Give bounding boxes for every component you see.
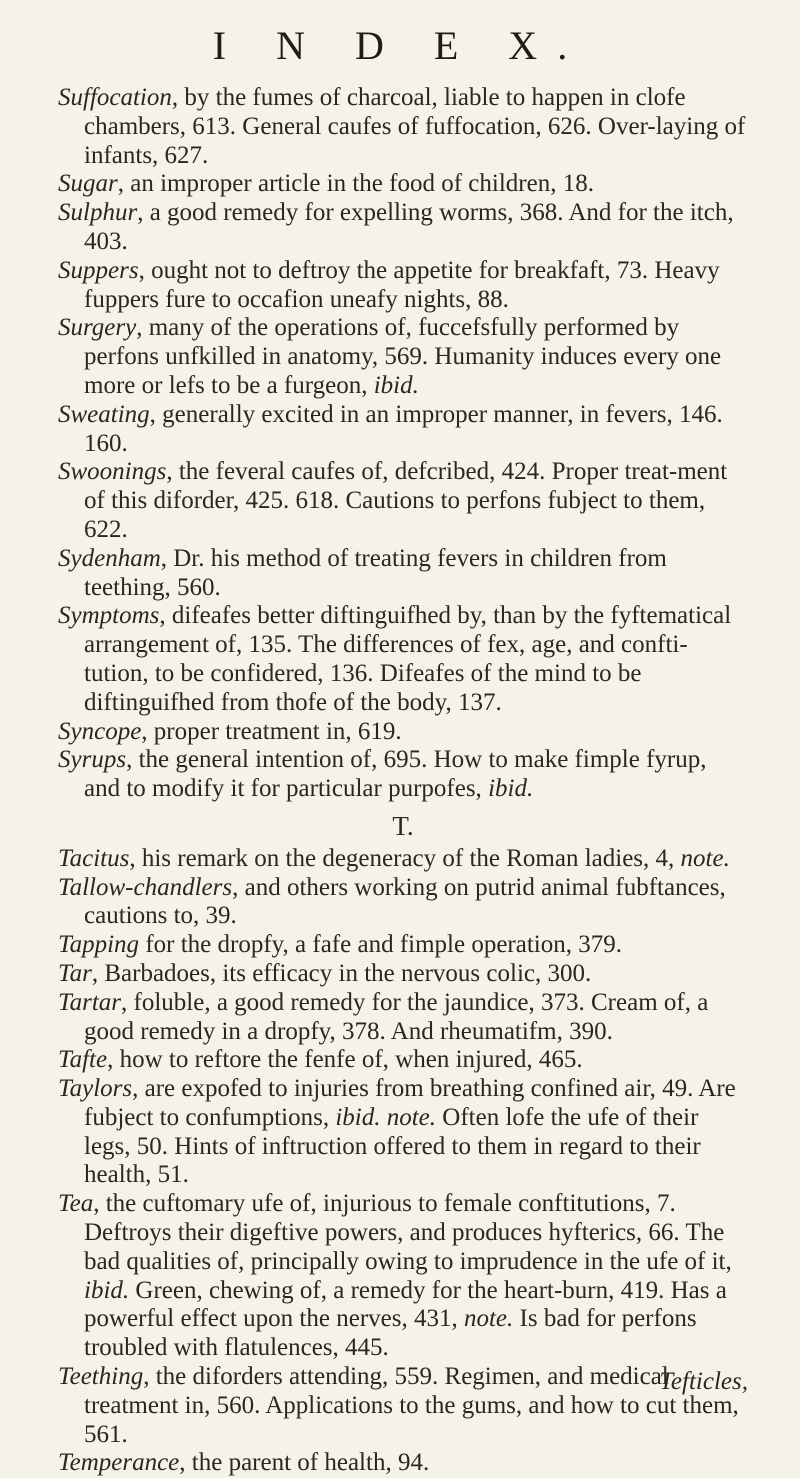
entry-text: , his remark on the degeneracy of the Roman ladies, 4, [129,844,681,872]
entry-term: Syncope [58,717,142,745]
entry-term: Temperance [58,1449,180,1477]
index-entry [58,1075,748,1190]
section-t-entries [58,845,748,1478]
entry-text: Green, chewing of, a remedy for the heart-burn, 419. Has a powerful effect upon the nerves, 431, [84,1276,727,1333]
entry-term: Swoonings [58,458,167,486]
entry-italic-ref: ibid. [84,1276,130,1304]
entry-text: , ought not to deftroy the appetite for breakfaft, 73. Heavy fuppers fure to occafion uneafy nights, 88. [84,256,720,313]
index-entry [58,458,748,544]
index-entry [58,874,748,932]
entry-text: , a good remedy for expelling worms, 368. And for the itch, 403. [84,199,734,255]
entry-text: for the dropfy, a fafe and fimple operation, 379. [139,931,622,959]
index-entry [58,989,748,1047]
entry-text: , the feveral caufes of, defcribed, 424. Proper treat-ment of this diforder, 425. 618. Cautions to perfons fubject to them, 622. [84,458,728,543]
entry-text: , generally excited in an improper manner, in fevers, 146. 160. [84,400,723,457]
index-entry [58,401,748,459]
entry-term: Suppers [58,256,139,284]
entry-text: Is bad for perfons troubled with flatulences, 445. [84,1305,697,1362]
entry-text: Often lofe the ufe of their legs, 50. Hints of inftruction offered to them in regard to their health, 51. [84,1103,701,1189]
entry-term: Teething [58,1363,144,1391]
entry-term: Tallow-chandlers [58,873,233,901]
entry-italic-ref: ibid. note. [335,1103,437,1131]
entry-text: , Dr. his method of treating fevers in children from teething, 560. [84,544,667,601]
entry-text: , Barbadoes, its efficacy in the nervous colic, 300. [91,959,592,987]
index-entry [58,746,748,804]
entry-term: Sulphur [58,199,138,227]
entry-text: , proper treatment in, 619. [141,717,402,745]
entry-term: Tea [58,1190,94,1218]
index-entry [58,84,748,170]
index-entry [58,718,748,747]
entry-term: Syrups [58,746,127,774]
entry-term: Surgery [58,314,137,342]
entry-text: , the parent of health, 94. [179,1449,430,1477]
entry-text: , foluble, a good remedy for the jaundice, 373. Cream of, a good remedy in a dropfy, 378. And rheumatifm, 390. [84,988,709,1045]
entry-text: , how to reftore the fenfe of, when injured, 465. [107,1046,583,1074]
entry-term: Suffocation [58,84,172,111]
index-entry [58,170,748,199]
index-entry [58,257,748,315]
entry-text: , many of the operations of, fuccefsfully performed by perfons unfkilled in anatomy, 569. Humanity induces every one more or lefs to be a furgeon, [84,314,722,399]
index-entry [58,931,748,960]
section-letter-t: T. [392,810,414,841]
index-entry [58,314,748,400]
entry-term: Taylors [58,1075,133,1103]
entry-text: , the general intention of, 695. How to make fimple fyrup, and to modify it for particular purpofes, [84,746,707,803]
entry-term: Sweating [58,400,150,428]
index-entry [58,960,748,989]
entry-text: , are expofed to injuries from breathing confined air, 49. Are fubject to confumptions, [84,1075,736,1131]
entry-term: Symptoms [58,602,160,630]
entry-text: , an improper article in the food of children, 18. [117,170,594,198]
catchword: Tefticles, [659,1368,748,1395]
index-entry [58,545,748,603]
entry-text: , the diforders attending, 559. Regimen, and medical treatment in, 560. Applications to the gums, and how to cut them, 561. [84,1363,739,1448]
index-entry [58,1190,748,1363]
index-entry [58,1363,748,1449]
entry-italic-ref: note. [680,844,730,872]
index-entry [58,845,748,874]
entry-italic-ref: ibid. [488,775,534,803]
entry-term: Tar [58,959,92,987]
entry-term: Sydenham [58,544,161,572]
entry-text: , difeafes better diftinguifhed by, than by the fyftematical arrangement of, 135. The differences of fex, age, and confti-tution, to be confidered, 136. Difeafes of the mind to be diftinguifhed from thofe of the body, 137. [84,602,732,716]
index-entry [58,199,748,257]
index-body [58,84,748,1478]
entry-italic-ref: ibid. [373,371,419,399]
entry-term: Tartar [58,988,122,1016]
index-entry [58,602,748,717]
entry-text: , and others working on putrid animal fubftances, cautions to, 39. [84,873,726,930]
entry-term: Tafte [58,1046,108,1074]
entry-term: Sugar [58,170,118,198]
index-entry [58,1046,748,1075]
entry-term: Tapping [58,931,140,959]
entry-italic-ref: note. [463,1305,514,1333]
entry-term: Tacitus [58,844,130,872]
page-header: I N D E X. [212,23,588,68]
entry-text: , by the fumes of charcoal, liable to happen in clofe chambers, 613. General caufes of fuffocation, 626. Over-laying of infants, 627. [84,84,746,169]
index-entry [58,1449,748,1478]
entry-text: , the cuftomary ufe of, injurious to female conftitutions, 7. Deftroys their digeftive powers, and produces hyfterics, 66. The bad qualities of, principally owing to imprudence in the ufe of it, [84,1190,732,1275]
section-s-entries [58,84,748,804]
